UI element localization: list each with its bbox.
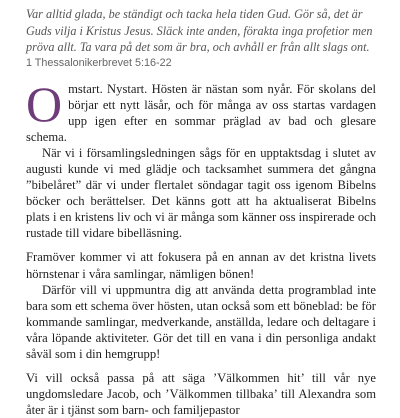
bible-reference: 1 Thessalonikerbrevet 5:16-22 [26, 56, 376, 71]
paragraph-1-text: mstart. Nystart. Hösten är nästan som nyår. För skolans del börjar ett nytt läsår, och för många av oss startas vardagen upp igen efter en sommar präglad av bad och glesare schema. [26, 82, 376, 144]
paragraph-4: Därför vill vi uppmuntra dig att använda detta programblad inte bara som ett schema över hösten, utan också som ett böneblad: be för kommande samlingar, medverkande, anställda, ledare och deltagare i våra löpande aktiviteter. Gör det till en vana i din personliga andakt såväl som i din hemgrupp! [26, 282, 376, 362]
drop-cap: O [26, 85, 62, 123]
paragraph-3: Framöver kommer vi att fokusera på en annan av det kristna livets hörnstenar i våra samlingar, nämligen bönen! [26, 249, 376, 281]
article-body [26, 81, 376, 418]
paragraph-1 [26, 81, 376, 145]
bible-quote: Var alltid glada, be ständigt och tacka hela tiden Gud. Gör så, det är Guds vilja i Kristus Jesus. Släck inte anden, förakta inga profetior men pröva allt. Ta vara på det som är bra, och avhåll er från allt slags ont. [26, 6, 376, 56]
paragraph-2: När vi i församlingsledningen sågs för en upptaktsdag i slutet av augusti kunde vi med glädje och tacksamhet summera det gångna ”bibelåret” där vi under flertalet söndagar tagit oss igenom Bibelns böcker och berättelser. Det känns gott att ha aktualiserat Bibelns plats i en kristens liv och vi är många som känner oss inspirerade och rustade till vidare bibelläsning. [26, 145, 376, 242]
paragraph-5: Vi vill också passa på att säga ’Välkommen hit’ till vår nye ungdomsledare Jacob, och ’Välkommen tillbaka’ till Alexandra som åter är i tjänst som barn- och familjepastor [26, 370, 376, 418]
